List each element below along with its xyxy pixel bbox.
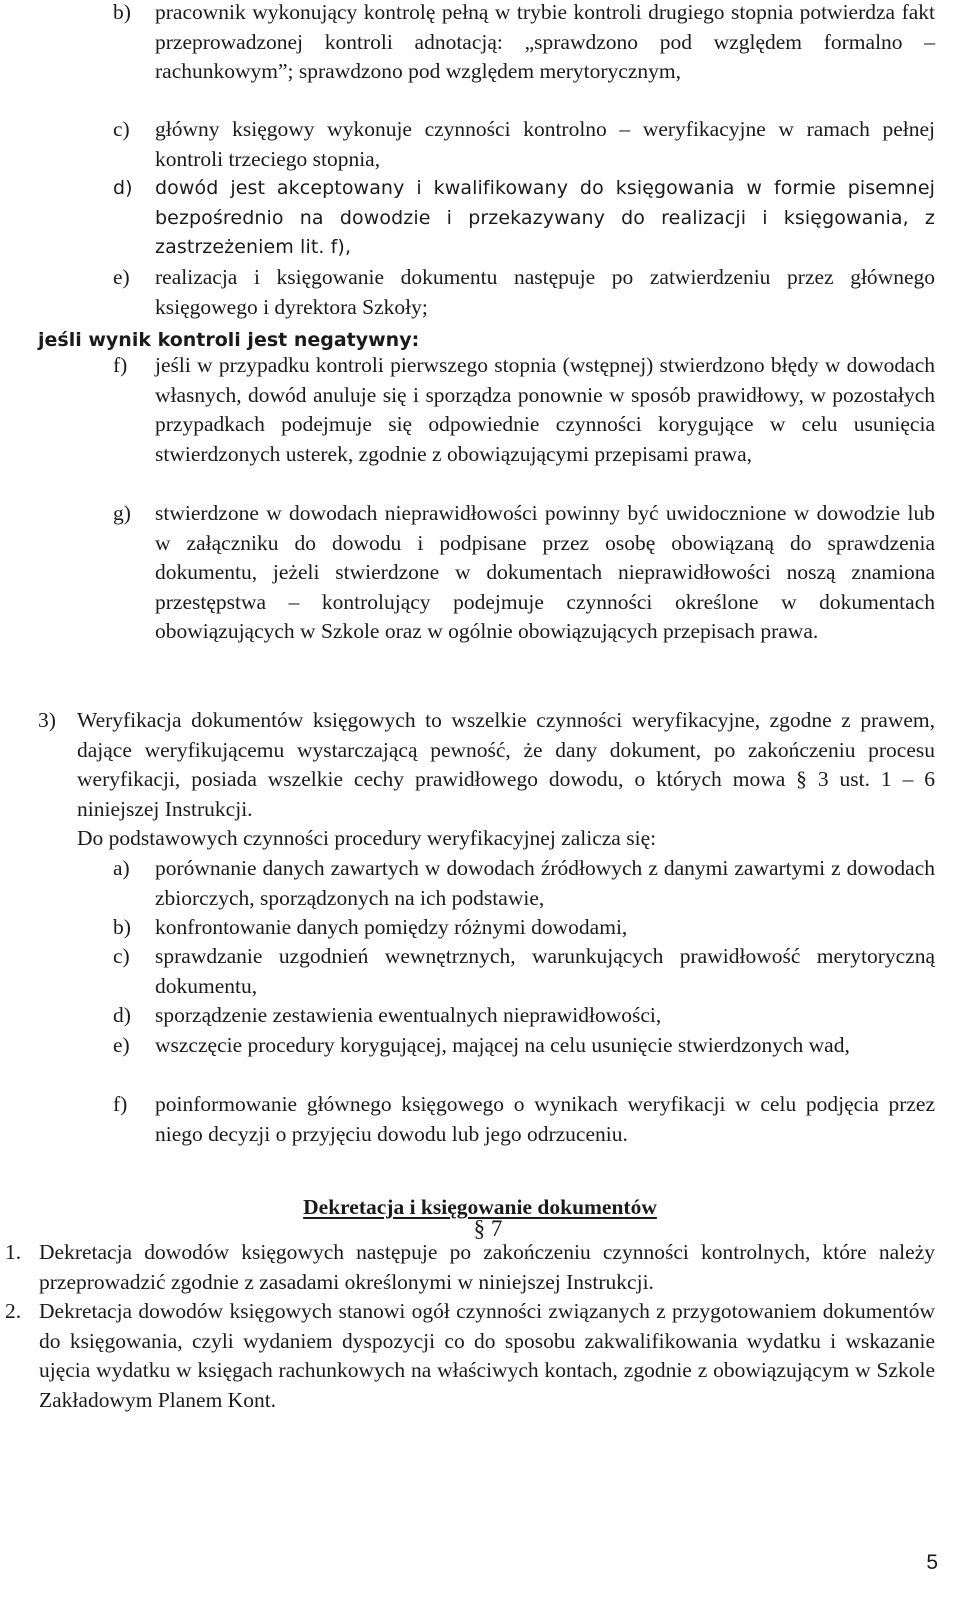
numbered-point-1 <box>5 1238 935 1297</box>
point-text: Dekretacja dowodów księgowych następuje po zakończeniu czynności kontrolnych, które należy przeprowadzić zgodnie z zasadami określonymi w niniejszej Instrukcji. <box>39 1240 935 1294</box>
sub-item-c <box>113 942 935 1001</box>
list-item-d <box>113 174 935 263</box>
list-label: a) <box>113 856 130 880</box>
list-text: główny księgowy wykonuje czynności kontrolno – weryfikacyjne w ramach pełnej kontroli trzeciego stopnia, <box>155 117 935 171</box>
list-text: jeśli w przypadku kontroli pierwszego stopnia (wstępnej) stwierdzono błędy w dowodach własnych, dowód anuluje się i sporządza ponownie w sposób prawidłowy, w pozostałych przypadkach podejmuje się odpowiednie czynności korygujące w celu usunięcia stwierdzonych usterek, zgodnie z obowiązującymi przepisami prawa, <box>155 353 935 466</box>
sub-item-a <box>113 854 935 913</box>
sub-item-e <box>113 1031 935 1061</box>
list-text: konfrontowanie danych pomiędzy różnymi dowodami, <box>155 915 628 939</box>
list-label: f) <box>113 1092 128 1116</box>
point-label: 3) <box>38 708 56 732</box>
list-item-c <box>113 115 935 174</box>
numbered-point-2 <box>5 1297 935 1415</box>
list-item-e <box>113 263 935 322</box>
paragraph-number: § 7 <box>473 1216 503 1241</box>
list-item-g <box>113 499 935 647</box>
list-label: d) <box>113 1003 131 1027</box>
list-text: dowód jest akceptowany i kwalifikowany do księgowania w formie pisemnej bezpośrednio na dowodzie i przekazywany do realizacji i księgowania, z zastrzeżeniem lit. f), <box>155 177 935 259</box>
page-number: 5 <box>926 1551 938 1574</box>
point-label: 2. <box>5 1299 22 1323</box>
list-item-b <box>113 0 935 87</box>
list-text: realizacja i księgowanie dokumentu następuje po zatwierdzeniu przez głównego księgowego i dyrektora Szkoły; <box>155 265 935 319</box>
list-label: e) <box>113 265 130 289</box>
list-label: g) <box>113 501 131 525</box>
list-label: d) <box>113 177 133 199</box>
sub-item-d <box>113 1001 935 1031</box>
list-label: b) <box>113 915 131 939</box>
point-3 <box>38 706 935 824</box>
section-title: Dekretacja i księgowanie dokumentów <box>303 1195 657 1219</box>
list-label: e) <box>113 1033 130 1057</box>
list-label: c) <box>113 117 130 141</box>
list-label: b) <box>113 0 131 24</box>
list-label: c) <box>113 944 130 968</box>
list-text: wszczęcie procedury korygującej, mającej na celu usunięcie stwierdzonych wad, <box>155 1033 850 1057</box>
negative-result-heading: jeśli wynik kontroli jest negatywny: <box>38 329 420 351</box>
point-text: Weryfikacja dokumentów księgowych to wszelkie czynności weryfikacyjne, zgodne z prawem, dające weryfikującemu wystarczającą pewność, że dany dokument, po zakończeniu procesu weryfikacji, posiada wszelkie cechy prawidłowego dowodu, o których mowa § 3 ust. 1 – 6 niniejszej Instrukcji. <box>77 708 935 821</box>
list-text: pracownik wykonujący kontrolę pełną w trybie kontroli drugiego stopnia potwierdza fakt przeprowadzonej kontroli adnotacją: „sprawdzono pod względem formalno – rachunkowym”; sprawdzono pod względem merytorycznym, <box>155 0 935 84</box>
list-item-f <box>113 351 935 469</box>
list-text: poinformowanie głównego księgowego o wynikach weryfikacji w celu podjęcia przez niego decyzji o przyjęciu dowodu lub jego odrzuceniu. <box>155 1092 935 1146</box>
sub-item-f <box>113 1090 935 1149</box>
list-text: stwierdzone w dowodach nieprawidłowości powinny być uwidocznione w dowodzie lub w załączniku do dowodu i podpisane przez osobę obowiązaną do sprawdzenia dokumentu, jeżeli stwierdzone w dokumentach nieprawidłowości noszą znamiona przestępstwa – kontrolujący podejmuje czynności określone w dokumentach obowiązujących w Szkole oraz w ogólnie obowiązujących przepisach prawa. <box>155 501 935 644</box>
list-text: sprawdzanie uzgodnień wewnętrznych, warunkujących prawidłowość merytoryczną dokumentu, <box>155 944 935 998</box>
list-label: f) <box>113 353 128 377</box>
point-label: 1. <box>5 1240 22 1264</box>
point-text: Dekretacja dowodów księgowych stanowi ogół czynności związanych z przygotowaniem dokumentów do księgowania, czyli wydaniem dyspozycji co do sposobu zakwalifikowania wydatku i wskazanie ujęcia wydatku w księgach rachunkowych na właściwych kontach, zgodnie z obowiązującym w Szkole Zakładowym Planem Kont. <box>39 1299 935 1412</box>
point-3-intro: Do podstawowych czynności procedury weryfikacyjnej zalicza się: <box>77 826 657 850</box>
list-text: sporządzenie zestawienia ewentualnych nieprawidłowości, <box>155 1003 662 1027</box>
list-text: porównanie danych zawartych w dowodach źródłowych z danymi zawartymi z dowodach zbiorczych, sporządzonych na ich podstawie, <box>155 856 935 910</box>
sub-item-b <box>113 913 935 943</box>
